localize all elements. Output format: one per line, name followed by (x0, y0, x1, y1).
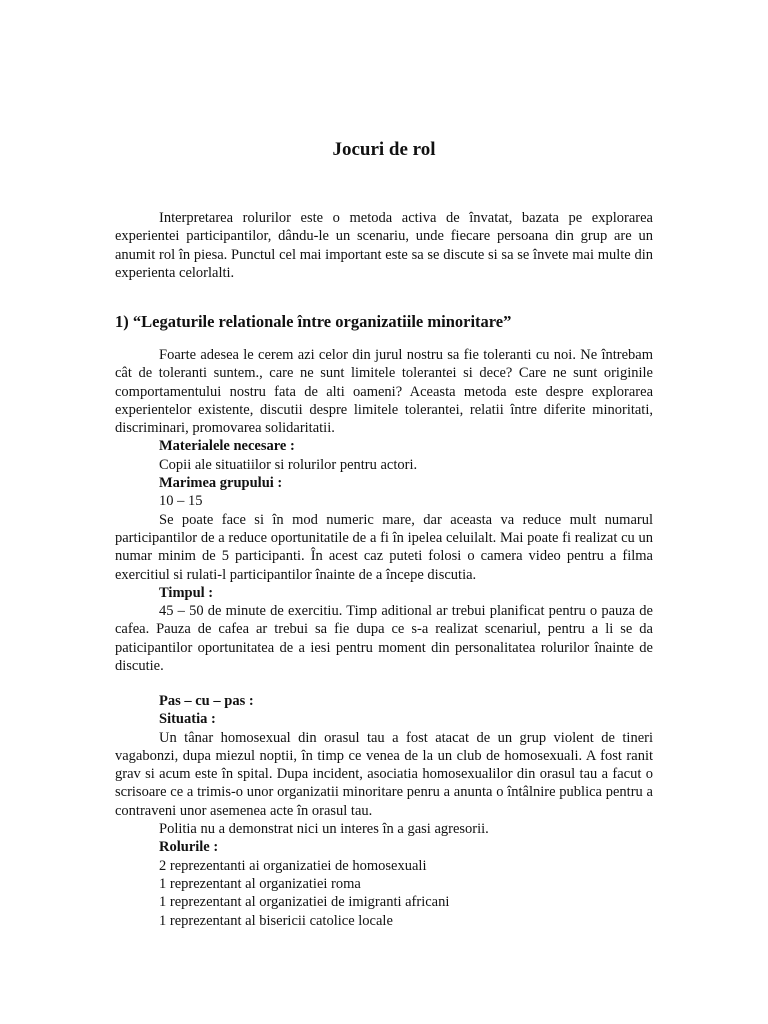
group-size-label: Marimea grupului : (159, 475, 283, 492)
situation-paragraph: Un tânar homosexual din orasul tau a fost atacat de un grup violent de tineri vagabonzi, dupa miezul noptii, în timp ce venea de la un club de homosexuali. A fost ranit grav si acum este în spital. Dupa incident, asociatia homosexualilor din orasul tau a facut o scrisoare ce a trimis-o unor organizatii minoritare penru a anunta o întâlnire publica pentru a contraveni unor asemenea acte în orasul tau. (115, 729, 653, 819)
roles-label: Rolurile : (159, 839, 219, 856)
section-intro-paragraph: Foarte adesea le cerem azi celor din jurul nostru sa fie toleranti cu noi. Ne întrebam cât de toleranti suntem., care ne sunt limitele tolerantei si dece? Care ne sunt originile comportamentului nostru fata de alti oameni? Aceasta metoda este despre explorarea experientelor existente, discutii despre limitele tolerantei, relatii între diferite minoritati, discriminari, promovarea solidaritatii. (115, 347, 653, 437)
section-heading: 1) “Legaturile relationale între organizatiile minoritare” (115, 312, 512, 331)
time-label: Timpul : (159, 584, 214, 601)
intro-paragraph (115, 209, 653, 282)
role-item: 1 reprezentant al organizatiei roma (159, 875, 361, 892)
role-item: 2 reprezentanti ai organizatiei de homosexuali (159, 857, 427, 874)
time-paragraph: 45 – 50 de minute de exercitiu. Timp aditional ar trebui planificat pentru o pauza de cafea. Pauza de cafea ar trebui sa fie dupa ce s-a realizat scenariul, pentru a li se da paticipantilor oportunitatea de a iesi pentru moment din personalitatea rolurilor înainte de discutie. (115, 603, 653, 675)
situation-label: Situatia : (159, 711, 216, 728)
step-by-step-block (115, 692, 653, 930)
page-title: Jocuri de rol (332, 139, 436, 160)
role-item: 1 reprezentant al organizatiei de imigranti africani (159, 894, 450, 911)
section-body-top (115, 346, 653, 675)
intro-text: Interpretarea rolurilor este o metoda activa de învatat, bazata pe explorarea experientei participantilor, dându-le un scenariu, unde fiecare persoana din grup are un anumit rol în piesa. Punctul cel mai important este sa se discute si sa se învete mai multe din experienta celorlalti. (115, 210, 653, 281)
step-label: Pas – cu – pas : (159, 693, 254, 709)
role-item: 1 reprezentant al bisericii catolice locale (159, 912, 393, 929)
group-size-value: 10 – 15 (159, 493, 203, 510)
police-line: Politia nu a demonstrat nici un interes în a gasi agresorii. (159, 821, 489, 838)
materials-label: Materialele necesare : (159, 438, 295, 455)
materials-value: Copii ale situatiilor si rolurilor pentru actori. (159, 456, 418, 473)
group-size-paragraph: Se poate face si în mod numeric mare, dar aceasta va reduce mult numarul participantilor de a reduce oportunitatile de a fi în ipelea celuilalt. Mai poate fi realizat cu un numar minim de 5 participanti. În acest caz puteti folosi o camera video pentru a filma exercitiul si rulati-l participantilor înainte de a începe discutia. (115, 511, 653, 583)
